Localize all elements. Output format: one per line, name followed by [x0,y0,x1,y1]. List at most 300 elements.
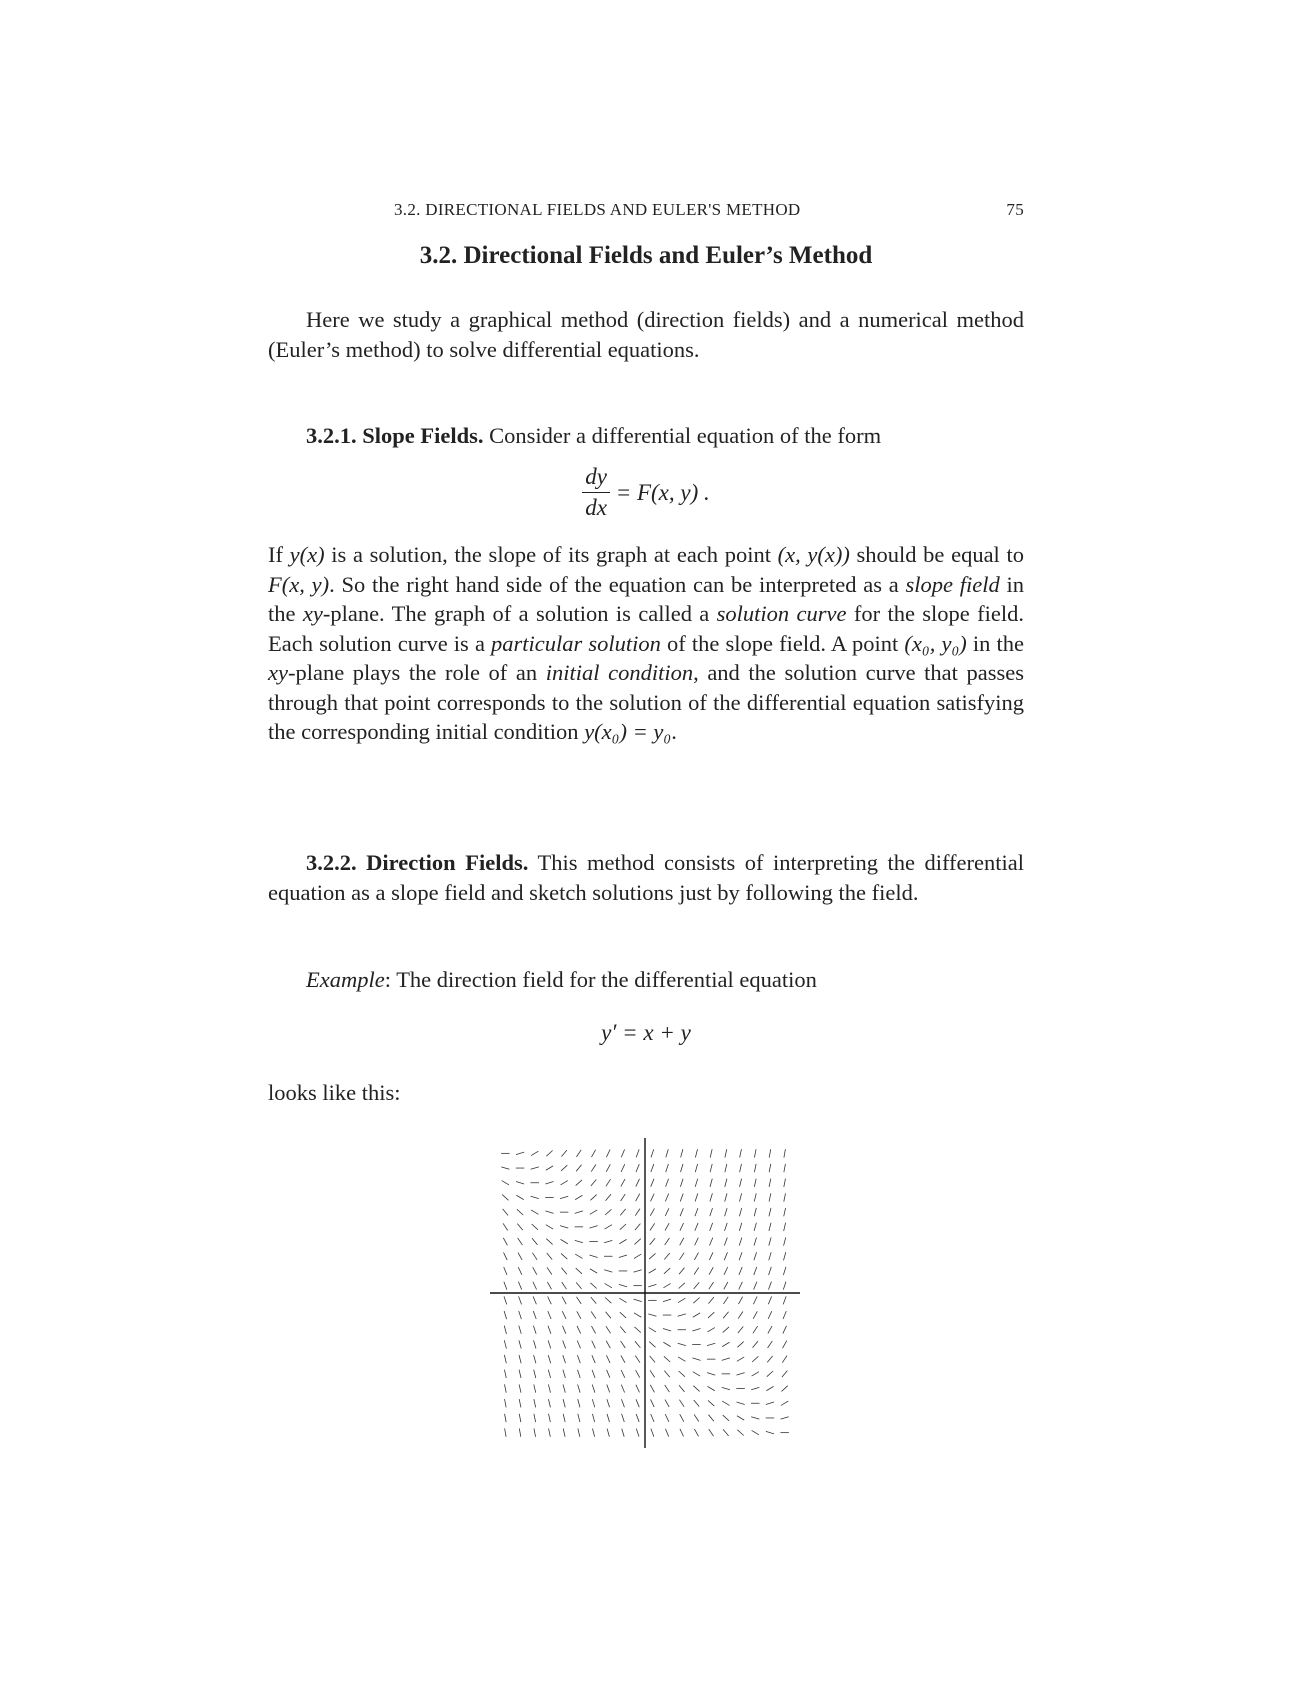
slope-segment [621,1399,624,1407]
slope-segment [634,1299,642,1301]
slope-segment [636,1429,639,1437]
slope-segment [664,1253,669,1260]
slope-segment [548,1326,551,1334]
slope-segment [724,1238,727,1246]
slope-segment [651,1399,655,1407]
slope-segment [516,1152,524,1154]
running-head [268,196,1024,226]
direction-fields-heading: 3.2.2. Direction Fields. [306,850,529,875]
slope-segment [663,1299,671,1301]
slope-segment [739,1282,743,1290]
text-run: . So the right hand side of the equation can be interpreted as a [329,571,906,597]
slope-segment [546,1166,553,1170]
example-paragraph [268,965,1024,995]
slope-segment [725,1179,727,1187]
slope-segment [560,1226,568,1228]
slope-segment [531,1196,539,1198]
slope-segment [620,1209,625,1216]
slope-segment [636,1149,639,1157]
slope-segment [619,1255,627,1257]
slope-segment [621,1341,626,1348]
intro-paragraph: Here we study a graphical method (direction fields) and a numerical method (Euler’s method) to solve differential equations. [268,307,1024,362]
slope-segment [563,1399,565,1407]
slope-segment [692,1329,700,1331]
slope-segment [532,1224,538,1230]
slope-segment [738,1326,743,1333]
slope-segment [545,1211,553,1213]
slope-segment [605,1298,611,1304]
slope-segment [665,1208,669,1216]
slope-segment [649,1253,655,1259]
slope-segment [504,1311,506,1319]
slope-segment [548,1399,550,1407]
slope-segment [693,1313,700,1317]
slope-segment [724,1252,727,1260]
slope-segment [563,1414,565,1422]
slope-segment [695,1223,698,1231]
slope-segment [634,1239,640,1245]
slope-segment [708,1386,715,1390]
slope-segment [783,1296,786,1304]
slope-segment [636,1194,640,1201]
slope-segment [724,1282,728,1289]
text-run: of the slope field. A point [660,630,905,656]
slope-segment [651,1164,654,1172]
slope-segment [517,1209,523,1215]
slope-segment [563,1340,566,1348]
equation-rhs: = F(x, y) . [615,479,710,505]
slope-segment [665,1194,668,1202]
looks-like-text: looks like this: [268,1080,401,1105]
slope-segment [725,1164,727,1172]
slope-segment [519,1296,522,1304]
slope-segment [533,1326,536,1334]
slope-segment [592,1370,595,1378]
slope-segment [505,1428,506,1436]
slope-segment [590,1269,597,1273]
fraction-numerator: dy [582,462,610,493]
slope-segment [723,1429,728,1436]
slope-segment [504,1340,506,1348]
slope-segment [578,1414,580,1422]
slope-segment [710,1193,712,1201]
slope-segment [693,1386,699,1392]
slope-segment [754,1193,756,1201]
slope-segment [784,1237,786,1245]
slope-segment [578,1399,580,1407]
slope-segment [766,1402,774,1404]
slope-segment [519,1399,521,1407]
slope-segment [679,1371,685,1377]
slope-segment [784,1164,786,1172]
slope-segment [620,1224,626,1230]
slope-segment [562,1297,566,1304]
slope-segment [694,1267,699,1274]
slope-segment [739,1208,741,1216]
slope-segment [710,1223,713,1231]
slope-segment [546,1225,553,1229]
slope-segment [725,1149,727,1157]
text-run: is a solution, the slope of its graph at each point [324,542,778,567]
slope-segment [754,1237,756,1245]
slope-segment [679,1268,684,1275]
slope-segment [665,1400,669,1407]
slope-segment [503,1238,507,1245]
slope-segment [561,1268,566,1275]
slope-segment [754,1223,756,1231]
slope-segment [576,1297,581,1304]
slope-segment [739,1223,741,1231]
slope-fields-heading: 3.2.1. Slope Fields. [306,423,484,448]
slope-segment [591,1326,595,1333]
slope-segment [725,1223,728,1231]
slope-segment [504,1370,506,1378]
slope-segment [592,1414,594,1422]
slope-segment [634,1327,640,1333]
slope-segment [591,1297,596,1304]
slope-segment [678,1343,686,1345]
slope-segment [635,1224,640,1231]
slope-segment [534,1428,536,1436]
slope-segment [736,1373,744,1375]
slope-segment [592,1385,595,1393]
slope-segment [666,1179,669,1187]
math-run: y(x) [289,542,325,567]
slope-segment [769,1223,771,1231]
math-run: F(x, y) [268,571,330,597]
slope-segment [635,1356,640,1363]
slope-segment [562,1311,566,1319]
slope-segment [548,1355,550,1363]
slope-segment [754,1179,756,1187]
slope-segment [591,1165,596,1172]
slope-segment [607,1385,610,1393]
slope-segment [533,1296,536,1304]
slope-segment [636,1414,639,1422]
slope-segment [766,1431,774,1433]
slope-segment [519,1340,521,1348]
slope-segment [722,1358,730,1360]
slope-segment [578,1384,580,1392]
slope-segment [635,1209,640,1216]
slope-segment [504,1296,507,1304]
slope-segment [606,1355,610,1363]
slope-segment [783,1282,786,1290]
slope-segment [769,1149,771,1157]
slope-segment [532,1238,537,1245]
slope-segment [723,1312,728,1319]
slope-segment [694,1282,699,1289]
slope-segment [784,1252,786,1260]
slope-segment [648,1284,656,1286]
slope-segment [709,1282,714,1289]
text-run: , and the solution curve that passes through that point corresponds to the solution of the differential equation satisfying the corresponding initial condition [268,660,1024,744]
slope-segment [649,1342,655,1348]
slope-segment [561,1239,568,1243]
slope-segment [710,1164,712,1172]
slope-segment [694,1400,699,1407]
slope-segment [783,1267,785,1275]
slope-segment [679,1385,684,1392]
slope-segment [577,1341,580,1349]
slope-segment [622,1414,625,1422]
slope-segment [784,1193,786,1201]
slope-segment [767,1371,773,1377]
slope-segment [549,1414,551,1422]
slope-segment [693,1372,700,1376]
text-run: If [268,542,290,567]
slope-segment [754,1149,756,1157]
slope-segment [769,1193,771,1201]
slope-segment [563,1355,566,1363]
slope-segment [636,1370,640,1377]
slope-segment [725,1208,727,1216]
slope-segment [563,1384,565,1392]
slope-segment [694,1253,698,1260]
slope-segment [751,1387,759,1389]
slope-segment [534,1384,536,1392]
slope-segment [680,1238,684,1245]
slope-segment [501,1167,509,1169]
slope-segment [752,1430,759,1434]
slope-segment [605,1209,611,1215]
slope-segment [752,1356,758,1362]
slope-segment [519,1384,521,1392]
slope-segment [710,1208,713,1216]
slope-segment [548,1297,552,1305]
slope-segment [695,1149,697,1157]
slope-segment [737,1430,743,1436]
slope-segment [740,1179,742,1187]
slope-segment [752,1372,759,1376]
slope-segment [665,1429,668,1437]
slope-segment [648,1314,656,1316]
slope-segment [562,1282,567,1289]
slope-segment [563,1326,566,1334]
text-run: -plane. The graph of a solution is called a [322,601,717,626]
slope-segment [518,1253,522,1260]
slope-segment [781,1401,788,1405]
math-run: y(x₀) = y₀ [584,719,672,744]
slope-segment [710,1238,713,1246]
slope-segment [664,1268,670,1274]
slope-segment [516,1182,524,1184]
slope-segment [737,1342,743,1348]
slope-segment [666,1164,669,1172]
slope-segment [504,1326,506,1334]
slope-segment [766,1386,773,1390]
slope-segment [663,1283,670,1287]
slope-segment [576,1150,581,1157]
slope-segment [753,1311,757,1318]
slope-segment [664,1356,670,1362]
slope-segment [577,1326,581,1334]
slope-segment [649,1269,656,1273]
slope-segment [736,1402,744,1404]
slope-segment [722,1342,729,1346]
slope-segment [592,1341,596,1349]
slope-segment [604,1270,612,1272]
slope-segment [751,1417,759,1419]
slope-segment [708,1328,715,1332]
slope-segment [679,1400,684,1407]
slope-segment [548,1384,550,1392]
slope-segment [547,1267,552,1274]
slope-segment [680,1223,684,1231]
slope-segment [519,1370,521,1378]
slope-segment [619,1284,627,1286]
slope-segment [708,1400,714,1406]
slope-segment [575,1240,583,1242]
slope-segment [723,1415,729,1421]
slope-segment [680,1179,683,1187]
slope-fields-paragraph [268,540,1024,747]
slope-segment [545,1182,553,1184]
slope-segment [650,1223,655,1230]
slope-segment [695,1238,699,1246]
slope-segment [504,1267,507,1275]
slope-segment [604,1240,612,1242]
slope-segment [695,1164,697,1172]
slope-segment [663,1329,671,1331]
slope-segment [548,1370,550,1378]
emphasis-run: initial condition [545,660,694,685]
slope-segment [782,1371,787,1378]
slope-segment [547,1282,551,1289]
slope-segment [504,1282,507,1290]
slope-segment [621,1179,625,1186]
slope-segment [561,1165,567,1171]
slope-segment [693,1298,699,1304]
slope-segment [737,1416,744,1420]
slope-segment [519,1428,521,1436]
slope-segment [649,1328,656,1332]
slope-segment [783,1311,786,1319]
slope-segment [665,1238,670,1245]
slope-segment [590,1283,596,1289]
slope-segment [679,1283,685,1289]
slope-segment [650,1385,654,1392]
slope-segment [519,1311,522,1319]
slope-segment [767,1356,772,1363]
fraction-denominator: dx [585,495,607,520]
slope-segment [768,1296,771,1304]
slope-segment [518,1267,522,1275]
slope-segment [738,1312,743,1319]
slope-segment [769,1267,772,1275]
slope-segment [622,1429,624,1437]
example-text: : The direction field for the differential equation [384,967,817,992]
slope-segment [723,1327,729,1333]
direction-field-plot [490,1138,800,1448]
slope-fields-lead [268,421,1024,451]
slope-segment [561,1150,566,1157]
slope-segment [620,1312,626,1318]
slope-segment [636,1179,640,1187]
section-title: 3.2. Directional Fields and Euler’s Method [419,242,873,269]
slope-segment [607,1414,609,1422]
text-run: . [671,719,677,744]
slope-segment [738,1297,742,1304]
slope-segment [692,1358,700,1360]
emphasis-run: solution curve [716,601,847,626]
page-number: 75 [1006,200,1024,219]
running-title: 3.2. DIRECTIONAL FIELDS AND EULER'S METHOD [394,200,801,219]
slope-segment [519,1414,521,1422]
slope-segment [591,1312,596,1319]
slope-segment [650,1208,654,1215]
slope-segment [708,1415,713,1422]
text-run: in the [268,571,1024,626]
slope-segment [753,1297,757,1305]
slope-segment [636,1399,639,1407]
slope-segment [680,1429,684,1437]
slope-segment [739,1267,742,1275]
slope-segment [502,1181,509,1185]
slope-segment [517,1224,522,1231]
slope-segment [548,1311,551,1319]
slope-segment [533,1282,537,1290]
slope-segment [754,1208,756,1216]
slope-segment [576,1165,581,1172]
example-equation: y′ = x + y [601,1020,691,1045]
slope-segment [590,1195,596,1201]
slope-segment [503,1223,508,1230]
slope-segment [740,1164,742,1172]
slope-segment [725,1193,727,1201]
slope-segment [621,1164,625,1172]
slope-segment [549,1428,551,1436]
slope-segment [592,1399,594,1407]
slope-segment [578,1429,580,1437]
slope-segment [589,1226,597,1228]
slope-segment [695,1179,697,1187]
example-label: Example [306,967,385,992]
emphasis-run: slope field [905,571,1000,597]
slope-segment [621,1385,624,1393]
slope-segment [504,1355,506,1363]
slope-segment [695,1208,698,1216]
slope-segment [546,1151,552,1157]
slope-segment [548,1340,551,1348]
slope-segment [531,1167,539,1169]
slope-segment [680,1414,684,1421]
slope-segment [607,1370,610,1378]
slope-segment [651,1429,654,1437]
math-run: xy [268,660,288,685]
slope-segment [754,1164,756,1172]
slope-segment [709,1252,713,1260]
slope-segment [621,1355,625,1362]
slope-segment [664,1371,669,1378]
slope-segment [650,1356,655,1363]
slope-segment [619,1239,626,1243]
slope-segment [560,1196,568,1198]
slope-segment [504,1252,508,1260]
slope-segment [533,1267,537,1274]
slope-segment [783,1326,787,1334]
slope-segment [635,1341,640,1348]
math-run: (x₀, y₀) [904,630,967,656]
slope-segment [519,1326,521,1334]
slope-segment [678,1298,685,1302]
slope-segment [607,1399,610,1407]
slope-segment [621,1194,626,1201]
slope-segment [620,1326,625,1333]
slope-segment [606,1179,611,1186]
slope-segment [563,1429,565,1437]
slope-segment [534,1399,536,1407]
